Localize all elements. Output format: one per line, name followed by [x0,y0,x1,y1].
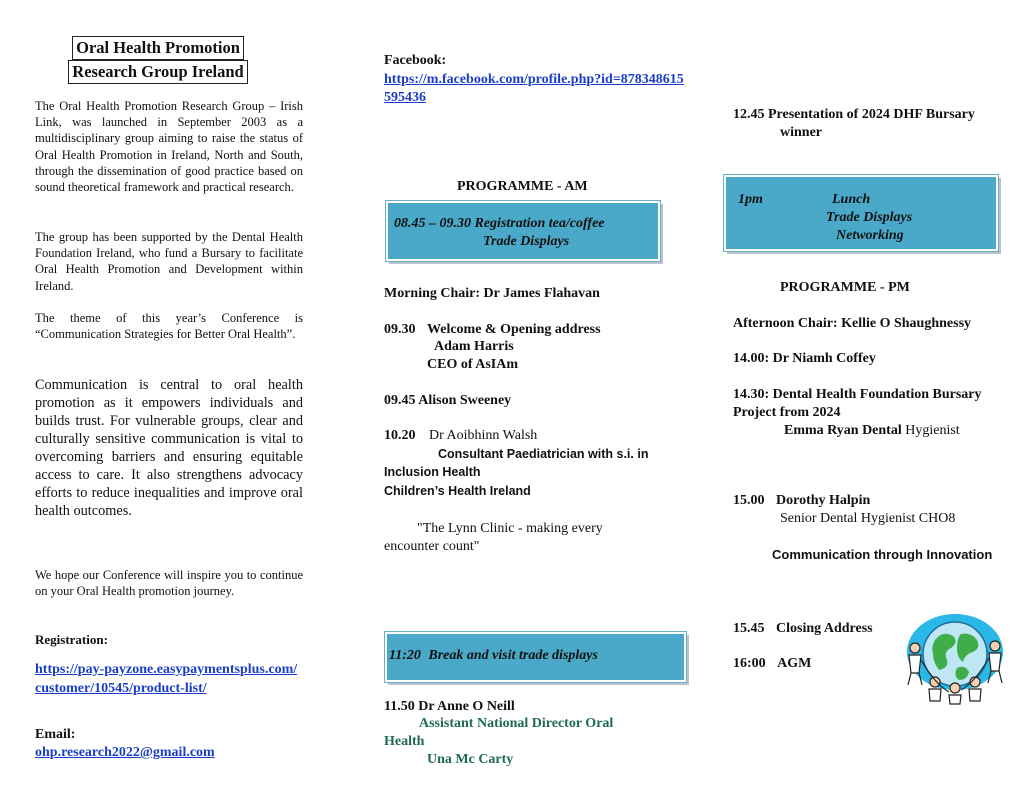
oneill-session: 11.50 Dr Anne O Neill [384,699,515,714]
dhf-line-2: Project from 2024 [733,405,841,420]
welcome-role: CEO of AsIAm [427,357,519,372]
agm-session [733,656,811,672]
lunch-time: 1pm [738,192,763,207]
break-box [385,632,686,682]
programme-am-heading: PROGRAMME - AM [457,179,588,194]
closing-time: 15.45 [733,621,765,636]
closing-session [733,621,873,637]
registration-box [386,201,660,261]
walsh-talk-title: "The Lynn Clinic - making every encounter count" [384,521,603,554]
dhf-speaker-name: Emma Ryan Dental [784,423,902,438]
halpin-name: Dorothy Halpin [776,493,871,508]
theme-paragraph: The theme of this year’s Conference is “Communication Strategies for Better Oral Health”. [35,311,303,342]
bursary-line-2: winner [780,125,822,140]
dhf-speaker [784,423,960,439]
communication-paragraph: Communication is central to oral health promotion as it empowers individuals and builds trust. For vulnerable groups, clear and culturally sensitive communication is vital to overcoming barriers and ensuring equitable access to care. It also strengthens advocacy efforts to reduce inequalities and improve oral health outcomes. [35,377,303,519]
welcome-time: 09.30 [384,322,416,337]
title-line-2: Research Group Ireland [68,60,247,84]
halpin-session [733,493,870,509]
title-box [58,36,258,84]
lunch-line-1: Lunch [832,192,871,207]
morning-chair: Morning Chair: Dr James Flahavan [384,286,600,301]
dhf-speaker-role: Hygienist [901,423,960,438]
registration-link[interactable]: https://pay-payzone.easypaymentsplus.com/customer/10545/product-list/ [35,662,298,696]
welcome-title: Welcome & Opening address [427,322,601,337]
walsh-session [384,428,537,444]
walsh-role-3: Children’s Health Ireland [384,484,531,498]
intro-paragraph: The Oral Health Promotion Research Group – Irish Link, was launched in September 2003 as a multidisciplinary group aiming to raise the status of Oral Health Promotion in Ireland, North and South, through the dissemination of good practice based on sound theoretical framework and practical research. [35,99,303,195]
break-time: 11:20 [389,648,421,663]
email-label: Email: [35,727,76,742]
oneill-role-2: Health [384,734,425,749]
support-paragraph: The group has been supported by the Dental Health Foundation Ireland, who fund a Bursary to facilitate Oral Health Promotion and Development within Ireland. [35,230,303,293]
dhf-line-1: 14.30: Dental Health Foundation Bursary [733,387,982,402]
afternoon-chair: Afternoon Chair: Kellie O Shaughnessy [733,316,972,331]
welcome-speaker: Adam Harris [434,339,514,354]
bursary-line-1: 12.45 Presentation of 2024 DHF Bursary [733,107,975,122]
facebook-label: Facebook: [384,53,447,68]
oneill-role-1: Assistant National Director Oral [419,716,614,731]
oneill-name-2: Una Mc Carty [427,752,514,767]
sweeney-session: 09.45 Alison Sweeney [384,393,512,408]
lunch-line-2: Trade Displays [826,210,913,225]
coffey-session: 14.00: Dr Niamh Coffey [733,351,876,366]
agm-time: 16:00 [733,656,766,671]
walsh-role-2: Inclusion Health [384,465,481,479]
closing-paragraph: We hope our Conference will inspire you to continue on your Oral Health promotion journey. [35,568,303,599]
welcome-session [384,321,601,339]
registration-label: Registration: [35,632,108,647]
lunch-line-3: Networking [836,228,904,243]
walsh-role-1: Consultant Paediatrician with s.i. in [438,447,649,461]
agm-text: AGM [777,656,812,671]
facebook-link[interactable]: https://m.facebook.com/profile.php?id=878348615595436 [384,72,684,105]
break-text: Break and visit trade displays [428,648,598,663]
walsh-name: Dr Aoibhinn Walsh [429,428,538,443]
closing-text: Closing Address [776,621,873,636]
walsh-time: 10.20 [384,428,416,443]
programme-pm-heading: PROGRAMME - PM [780,280,910,295]
halpin-role: Senior Dental Hygienist CHO8 [780,511,956,526]
title-line-1: Oral Health Promotion [72,36,244,60]
registration-box-line-1: 08.45 – 09.30 Registration tea/coffee [394,216,605,231]
lunch-box [724,175,998,251]
email-link[interactable]: ohp.research2022@gmail.com [35,745,215,760]
halpin-talk-title: Communication through Innovation [772,547,993,562]
globe-people-icon [895,610,1010,705]
registration-box-line-2: Trade Displays [483,234,570,249]
halpin-time: 15.00 [733,493,765,508]
